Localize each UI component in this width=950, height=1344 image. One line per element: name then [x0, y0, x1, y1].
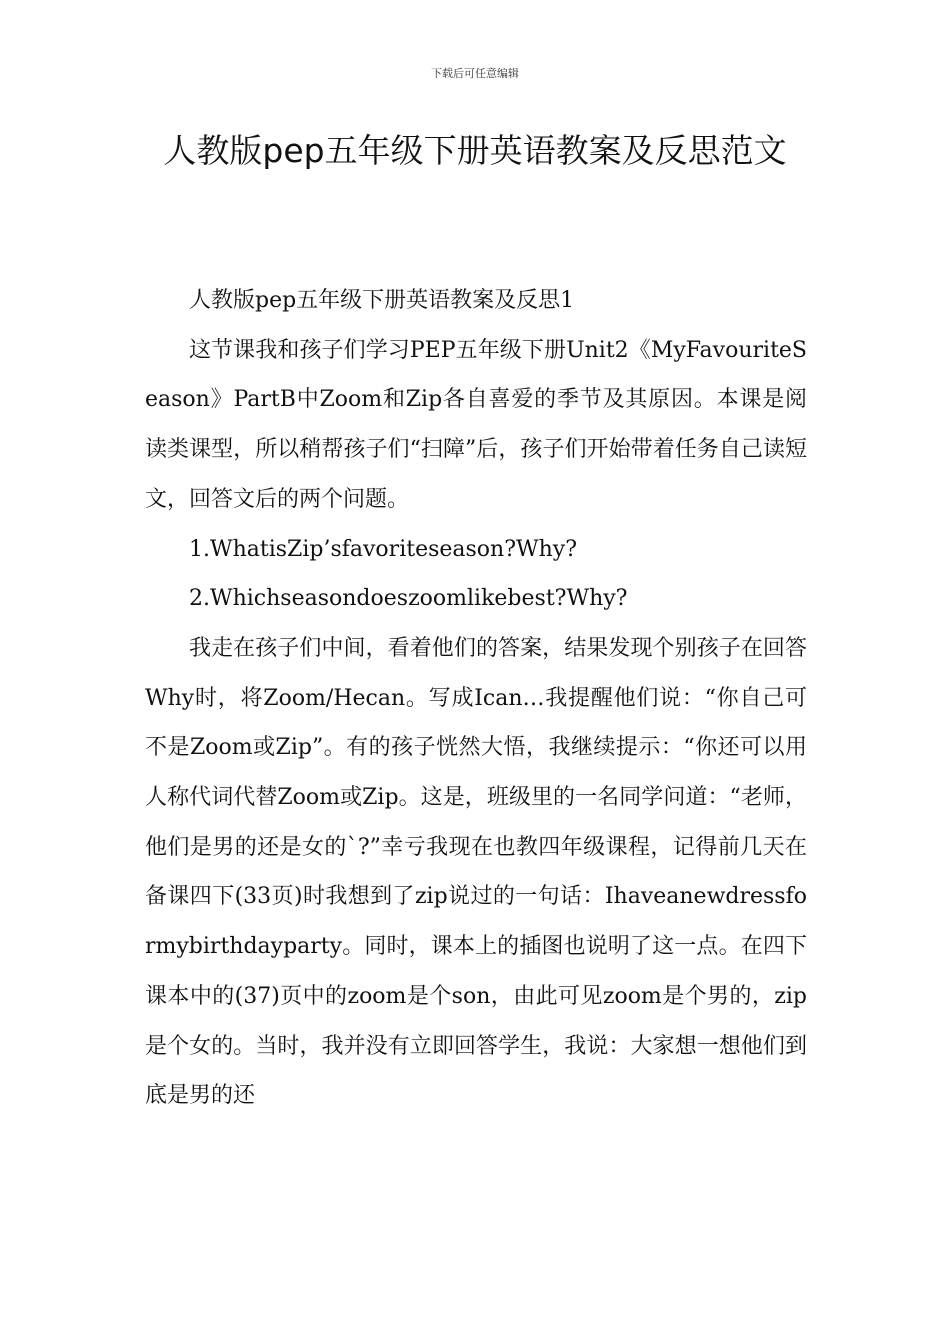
paragraph-intro: 这节课我和孩子们学习PEP五年级下册Unit2《MyFavouriteSeason》PartB中Zoom和Zip各自喜爱的季节及其原因。本课是阅读类课型，所以稍帮孩子们“扫障”后，孩子们开始带着任务自己读短文，回答文后的两个问题。	[145, 337, 807, 512]
header-note: 下载后可任意编辑	[431, 67, 519, 80]
question-1: 1.WhatisZip’sfavoriteseason?Why?	[189, 536, 578, 562]
document-body	[145, 276, 807, 1121]
section-heading: 人教版pep五年级下册英语教案及反思1	[189, 288, 575, 313]
paragraph-reflection: 我走在孩子们中间，看着他们的答案，结果发现个别孩子在回答Why时，将Zoom/Hecan。写成Ican…我提醒他们说：“你自己可不是Zoom或Zip”。有的孩子恍然大悟，我继续提示：“你还可以用人称代词代替Zoom或Zip。这是，班级里的一名同学问道：“老师，他们是男的还是女的`?”幸亏我现在也教四年级课程，记得前几天在备课四下(33页)时我想到了zip说过的一句话：Ihaveanewdressformybirthdayparty。同时，课本上的插图也说明了这一点。在四下课本中的(37)页中的zoom是个son，由此可见zoom是个男的，zip是个女的。当时，我并没有立即回答学生，我说：大家想一想他们到底是男的还	[145, 635, 807, 1109]
question-2: 2.Whichseasondoeszoomlikebest?Why?	[189, 586, 628, 612]
document-title: 人教版pep五年级下册英语教案及反思范文	[163, 131, 787, 170]
